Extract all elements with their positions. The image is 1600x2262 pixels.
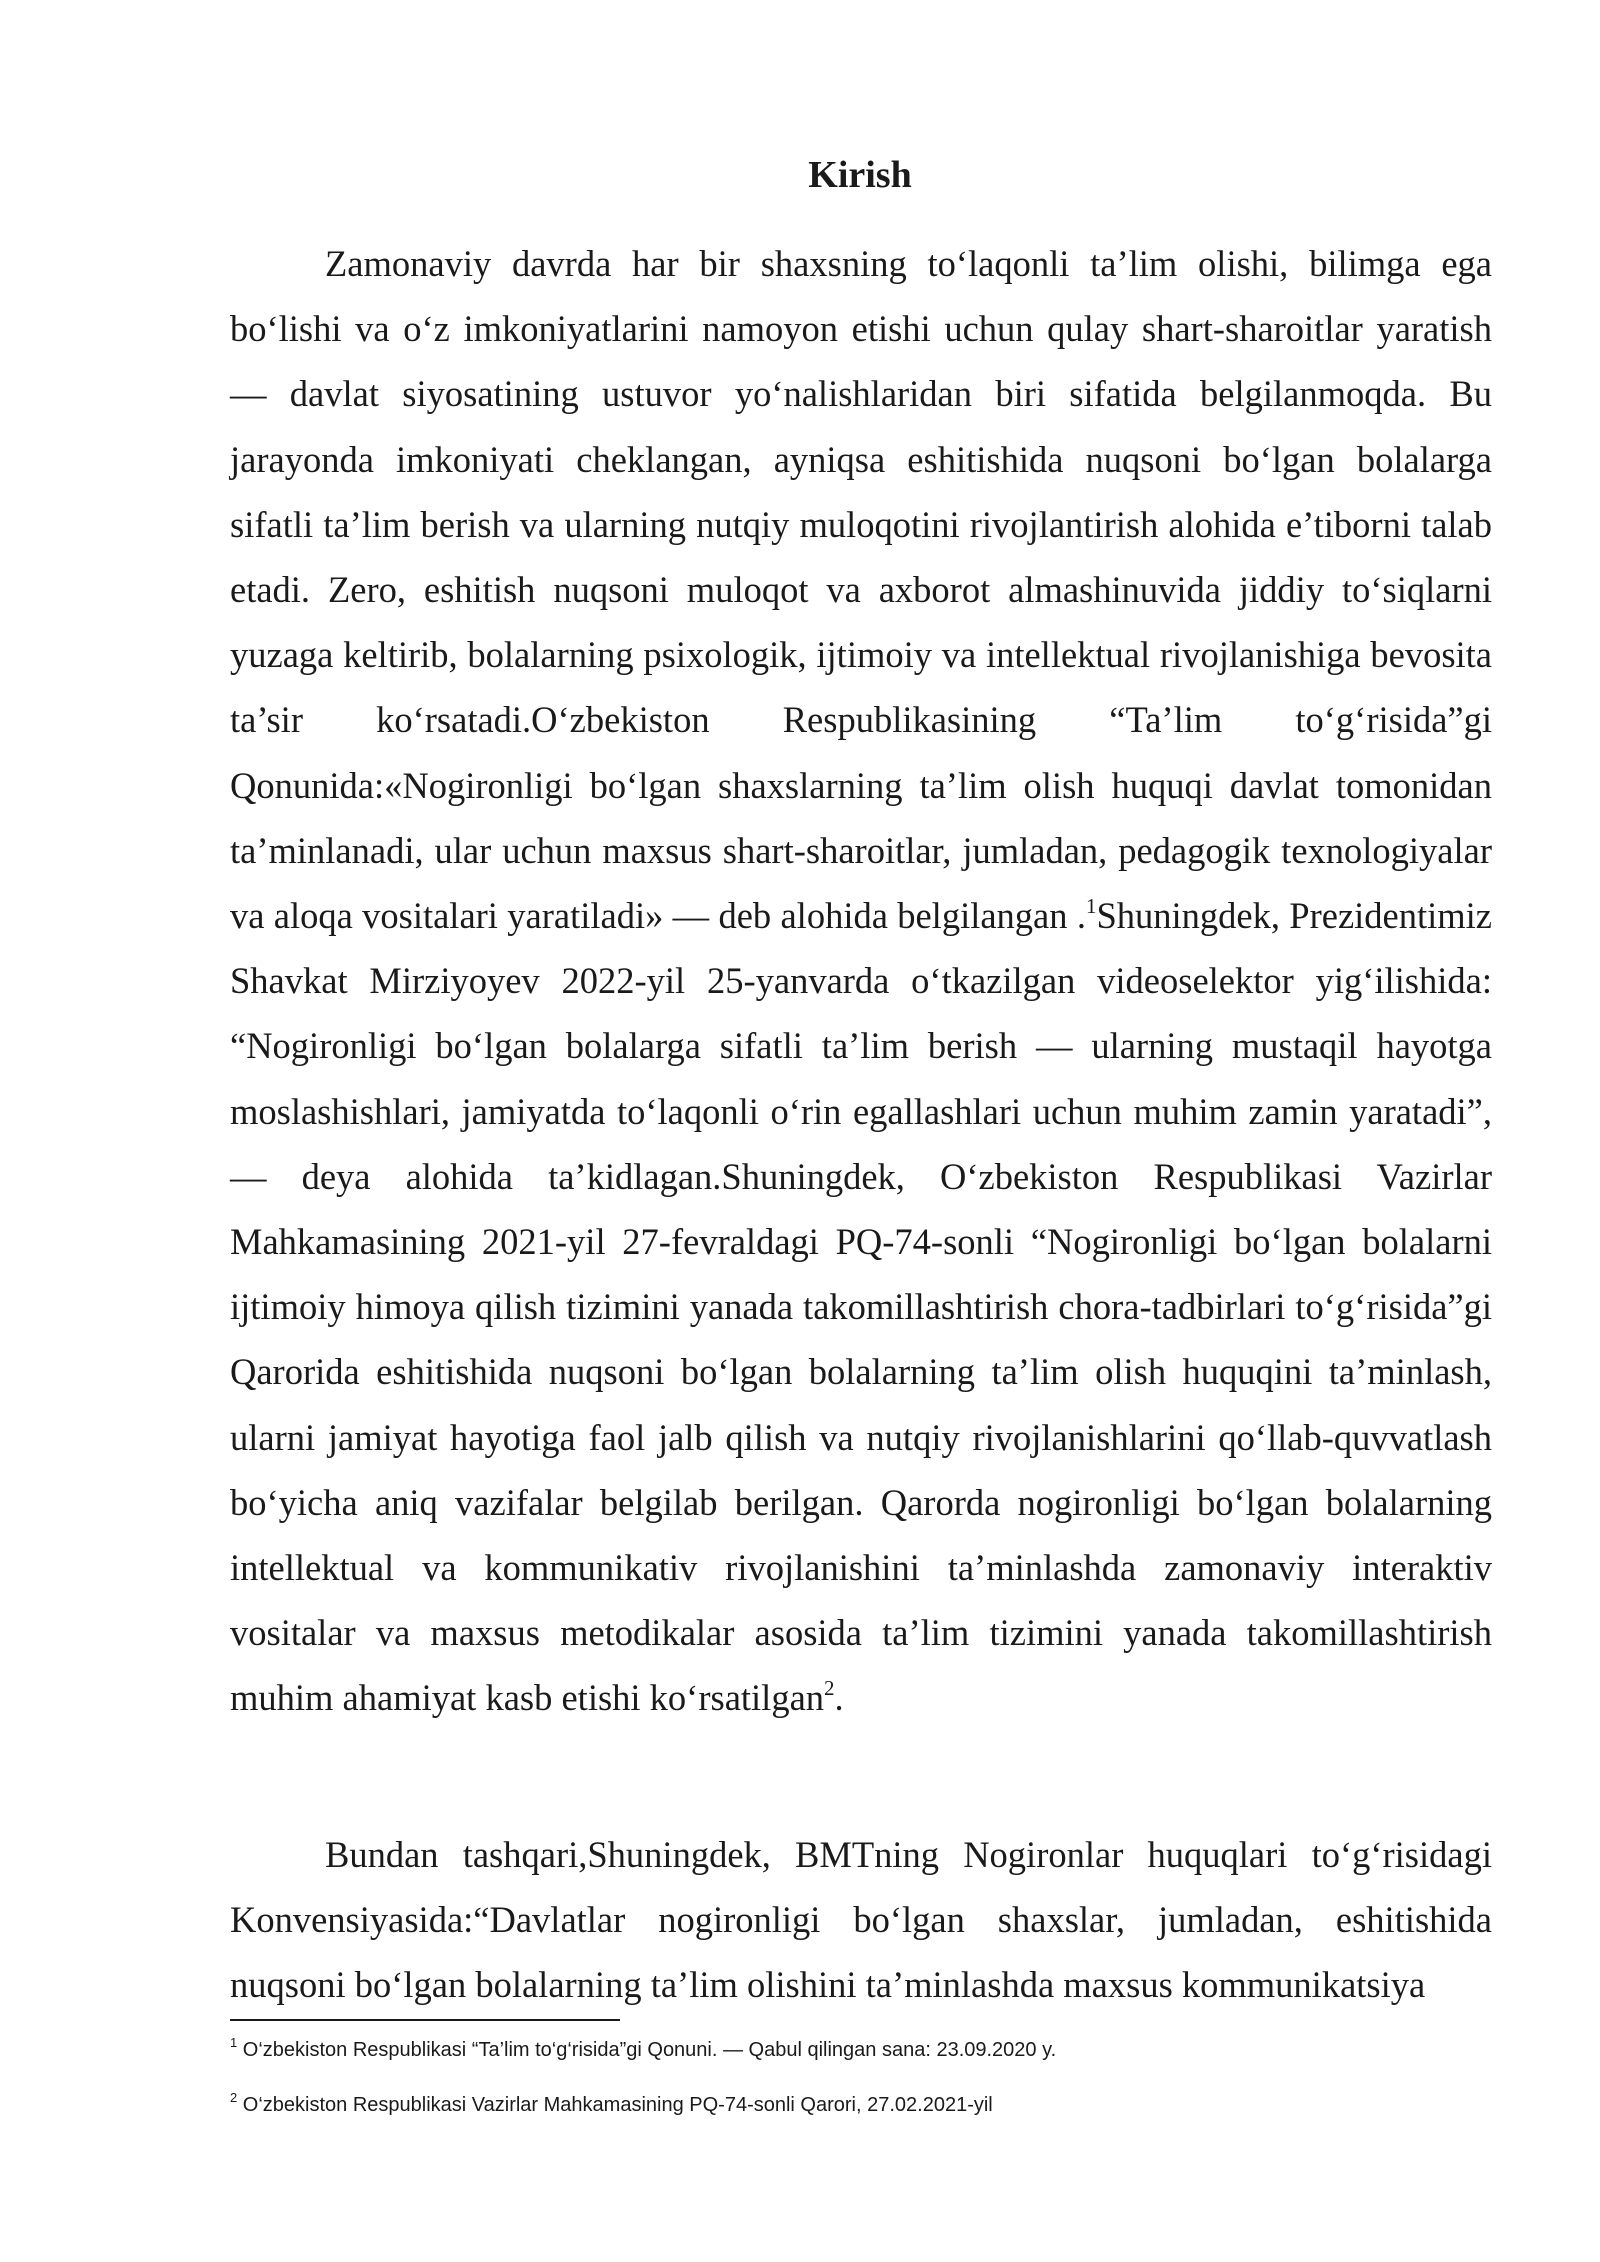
body-paragraph-2	[230, 1822, 1492, 2018]
paragraph-segment-1: Zamonaviy davrda har bir shaxsning to‘laqonli ta’lim olishi, bilimga ega bo‘lishi va o‘z imkoniyatlarini namoyon etishi uchun qulay shart-sharoitlar yaratish — davlat siyosatining ustuvor yo‘nalishlaridan biri sifatida belgilanmoqda. Bu jarayonda imkoniyati cheklangan, ayniqsa eshitishida nuqsoni bo‘lgan bolalarga sifatli ta’lim berish va ularning nutqiy muloqotini rivojlantirish alohida e’tiborni talab etadi. Zero, eshitish nuqsoni muloqot va axborot almashinuvida jiddiy to‘siqlarni yuzaga keltirib, bolalarning psixologik, ijtimoiy va intellektual rivojlanishiga bevosita ta’sir ko‘rsatadi.O‘zbekiston Respublikasining “Ta’lim to‘g‘risida”gi Qonunida:«Nogironligi bo‘lgan shaxslarning ta’lim olish huquqi davlat tomonidan ta’minlanadi, ular uchun maxsus shart-sharoitlar, jumladan, pedagogik texnologiyalar va aloqa vositalari yaratiladi» — deb alohida belgilangan .	[230, 243, 1492, 937]
footnote-2	[230, 2091, 1492, 2119]
footnote-mark: 2	[230, 2090, 238, 2105]
paragraph-segment-3: .	[834, 1677, 844, 1719]
paragraph-segment-2: Shuningdek, Prezidentimiz Shavkat Mirziyoyev 2022-yil 25-yanvarda o‘tkazilgan videoselektor yig‘ilishida: “Nogironligi bo‘lgan bolalarga sifatli ta’lim berish — ularning mustaqil hayotga moslashishlari, jamiyatda to‘laqonli o‘rin egallashlari uchun muhim zamin yaratadi”, — deya alohida ta’kidlagan.Shuningdek, O‘zbekiston Respublikasi Vazirlar Mahkamasining 2021-yil 27-fevraldagi PQ-74-sonli “Nogironligi bo‘lgan bolalarni ijtimoiy himoya qilish tizimini yanada takomillashtirish chora-tadbirlari to‘g‘risida”gi Qarorida eshitishida nuqsoni bo‘lgan bolalarning ta’lim olish huquqini ta’minlash, ularni jamiyat hayotiga faol jalb qilish va nutqiy rivojlanishlarini qo‘llab-quvvatlash bo‘yicha aniq vazifalar belgilab berilgan. Qarorda nogironligi bo‘lgan bolalarning intellektual va kommunikativ rivojlanishini ta’minlashda zamonaviy interaktiv vositalar va maxsus metodikalar asosida ta’lim tizimini yanada takomillashtirish muhim ahamiyat kasb etishi ko‘rsatilgan	[230, 895, 1492, 1719]
footnote-reference-2[interactable]: 2	[824, 1676, 835, 1701]
page-title: Kirish	[808, 154, 912, 196]
footnote-mark: 1	[230, 2035, 238, 2050]
body-paragraph-1	[230, 231, 1492, 1731]
paragraph-text: Bundan tashqari,Shuningdek, BMTning Nogironlar huquqlari to‘g‘risidagi Konvensiyasida:“Davlatlar nogironligi bo‘lgan shaxslar, jumladan, eshitishida nuqsoni bo‘lgan bolalarning ta’lim olishini ta’minlashda maxsus kommunikatsiya	[230, 1834, 1492, 2006]
paragraph-text	[230, 231, 1492, 1731]
footnote-reference-1[interactable]: 1	[1085, 894, 1097, 919]
footnote-text: O‘zbekiston Respublikasi Vazirlar Mahkamasining PQ-74-sonli Qarori, 27.02.2021-yil	[237, 2094, 993, 2116]
footnote-separator	[230, 2019, 620, 2021]
footnote-text: O‘zbekiston Respublikasi “Ta’lim to‘g‘risida”gi Qonuni. — Qabul qilingan sana: 23.09.2020 y.	[237, 2039, 1057, 2061]
footnote-1	[230, 2036, 1492, 2064]
